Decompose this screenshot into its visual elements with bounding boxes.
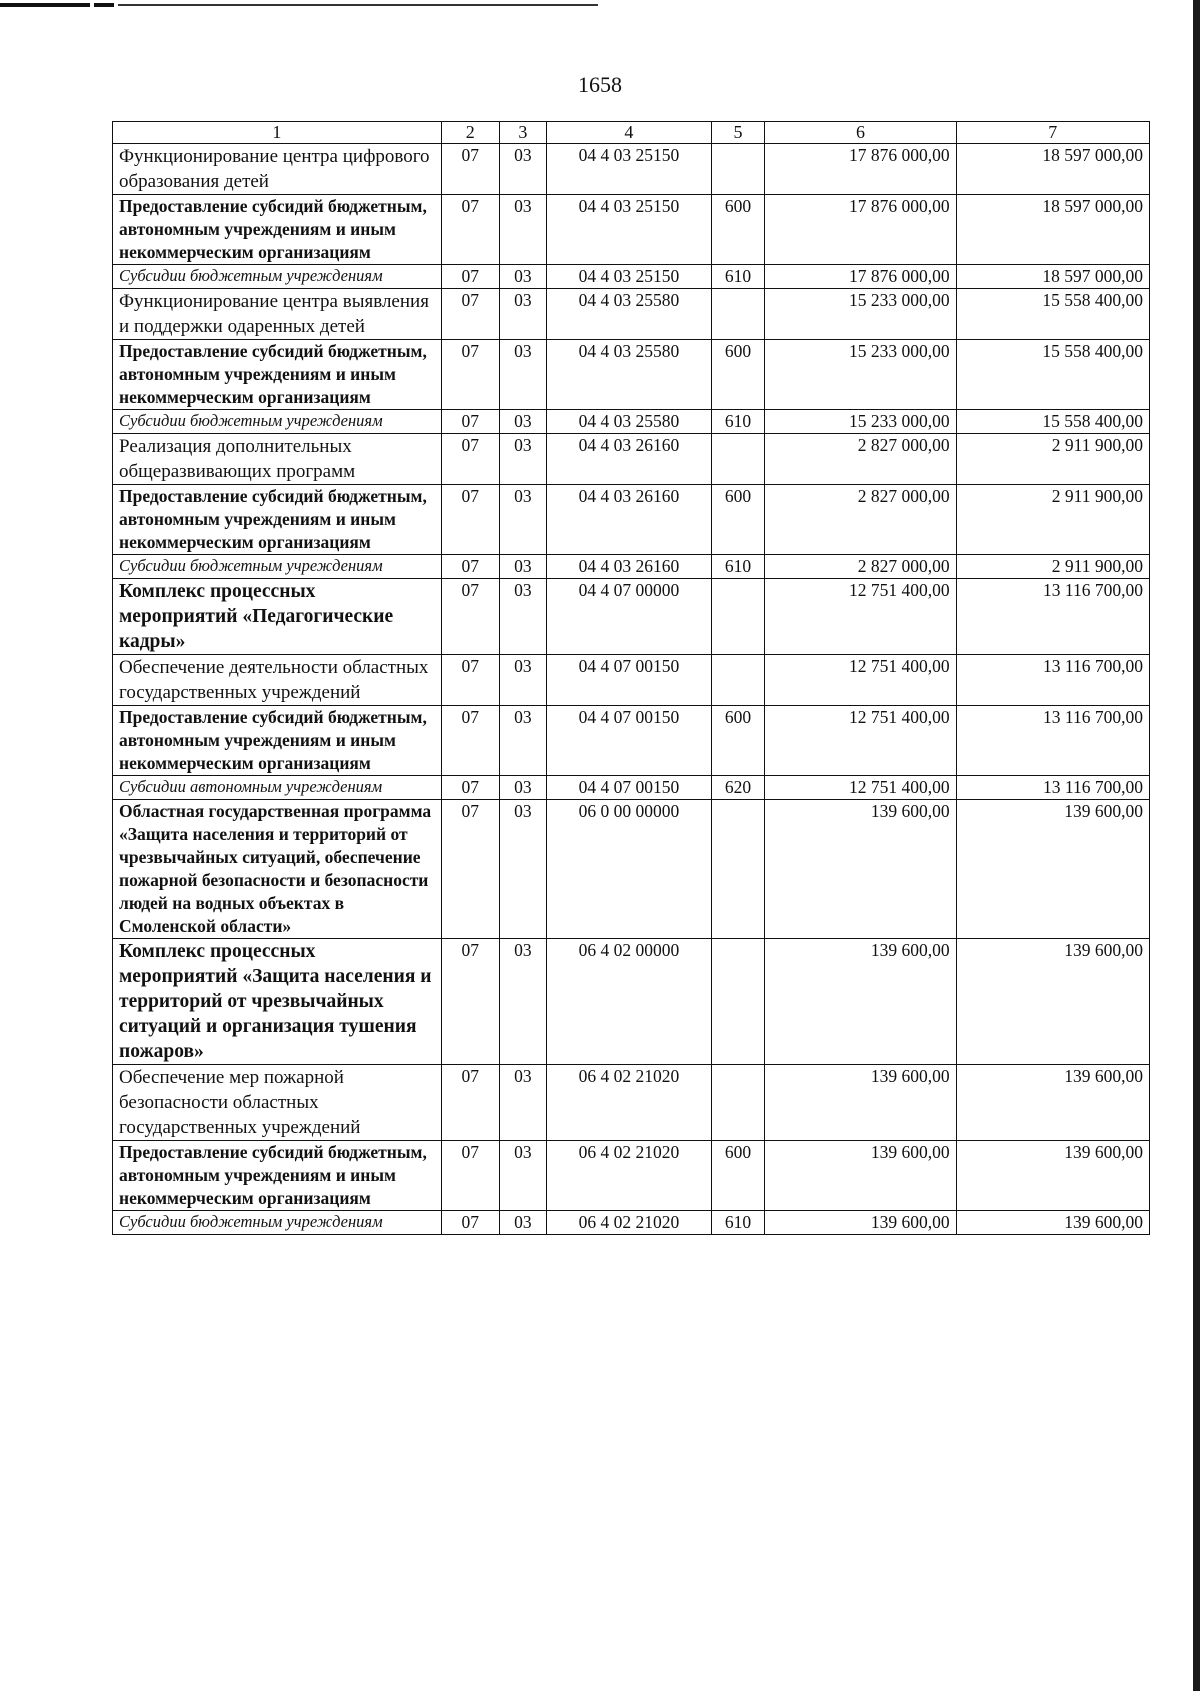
cell-target-article: 04 4 03 25580 — [547, 289, 711, 340]
cell-expense-type: 600 — [711, 195, 765, 265]
cell-expense-type: 600 — [711, 706, 765, 776]
cell-amount-year-2: 13 116 700,00 — [956, 776, 1149, 800]
cell-subsection-code: 03 — [499, 485, 547, 555]
cell-subsection-code: 03 — [499, 265, 547, 289]
cell-target-article: 04 4 07 00150 — [547, 655, 711, 706]
cell-section-code: 07 — [441, 776, 499, 800]
cell-section-code: 07 — [441, 706, 499, 776]
cell-item-name: Реализация дополнительных общеразвивающих программ — [113, 434, 442, 485]
cell-item-name: Предоставление субсидий бюджетным, автономным учреждениям и иным некоммерческим организациям — [113, 1141, 442, 1211]
cell-item-name: Комплекс процессных мероприятий «Педагогические кадры» — [113, 579, 442, 655]
table-row — [113, 776, 1150, 800]
cell-target-article: 06 4 02 21020 — [547, 1211, 711, 1235]
cell-expense-type — [711, 655, 765, 706]
cell-expense-type: 600 — [711, 340, 765, 410]
cell-expense-type: 620 — [711, 776, 765, 800]
cell-section-code: 07 — [441, 555, 499, 579]
cell-section-code: 07 — [441, 579, 499, 655]
cell-item-name: Функционирование центра цифрового образования детей — [113, 144, 442, 195]
cell-amount-year-1: 17 876 000,00 — [765, 144, 956, 195]
cell-amount-year-2: 2 911 900,00 — [956, 434, 1149, 485]
table-row — [113, 1211, 1150, 1235]
cell-amount-year-2: 2 911 900,00 — [956, 485, 1149, 555]
cell-target-article: 04 4 03 26160 — [547, 485, 711, 555]
cell-amount-year-1: 139 600,00 — [765, 800, 956, 939]
cell-item-name: Обеспечение деятельности областных государственных учреждений — [113, 655, 442, 706]
cell-amount-year-1: 15 233 000,00 — [765, 340, 956, 410]
cell-amount-year-2: 139 600,00 — [956, 1141, 1149, 1211]
cell-amount-year-1: 139 600,00 — [765, 1211, 956, 1235]
cell-amount-year-1: 139 600,00 — [765, 1141, 956, 1211]
cell-expense-type — [711, 434, 765, 485]
cell-amount-year-2: 18 597 000,00 — [956, 265, 1149, 289]
cell-amount-year-1: 2 827 000,00 — [765, 485, 956, 555]
cell-subsection-code: 03 — [499, 144, 547, 195]
cell-target-article: 06 0 00 00000 — [547, 800, 711, 939]
table-row — [113, 340, 1150, 410]
cell-amount-year-1: 12 751 400,00 — [765, 655, 956, 706]
cell-section-code: 07 — [441, 939, 499, 1065]
table-row — [113, 555, 1150, 579]
page-number: 1658 — [578, 72, 622, 97]
table-row — [113, 800, 1150, 939]
cell-target-article: 04 4 03 25580 — [547, 410, 711, 434]
cell-section-code: 07 — [441, 1211, 499, 1235]
cell-amount-year-2: 139 600,00 — [956, 800, 1149, 939]
cell-section-code: 07 — [441, 265, 499, 289]
cell-item-name: Предоставление субсидий бюджетным, автономным учреждениям и иным некоммерческим организациям — [113, 706, 442, 776]
table-row — [113, 410, 1150, 434]
table-row — [113, 265, 1150, 289]
cell-amount-year-2: 2 911 900,00 — [956, 555, 1149, 579]
table-row — [113, 655, 1150, 706]
cell-amount-year-2: 15 558 400,00 — [956, 410, 1149, 434]
column-header-2: 2 — [441, 122, 499, 144]
cell-target-article: 04 4 07 00150 — [547, 706, 711, 776]
cell-expense-type — [711, 144, 765, 195]
cell-expense-type — [711, 1065, 765, 1141]
cell-subsection-code: 03 — [499, 1141, 547, 1211]
cell-expense-type: 610 — [711, 410, 765, 434]
cell-item-name: Субсидии бюджетным учреждениям — [113, 265, 442, 289]
scan-artifact-right-edge — [1193, 0, 1200, 1691]
cell-amount-year-1: 139 600,00 — [765, 939, 956, 1065]
cell-expense-type — [711, 939, 765, 1065]
cell-amount-year-1: 12 751 400,00 — [765, 706, 956, 776]
cell-expense-type: 610 — [711, 1211, 765, 1235]
cell-section-code: 07 — [441, 800, 499, 939]
cell-subsection-code: 03 — [499, 434, 547, 485]
column-header-6: 6 — [765, 122, 956, 144]
cell-section-code: 07 — [441, 655, 499, 706]
cell-item-name: Обеспечение мер пожарной безопасности областных государственных учреждений — [113, 1065, 442, 1141]
cell-item-name: Субсидии автономным учреждениям — [113, 776, 442, 800]
table-row — [113, 195, 1150, 265]
cell-item-name: Предоставление субсидий бюджетным, автономным учреждениям и иным некоммерческим организациям — [113, 485, 442, 555]
column-header-4: 4 — [547, 122, 711, 144]
cell-section-code: 07 — [441, 144, 499, 195]
cell-amount-year-2: 13 116 700,00 — [956, 706, 1149, 776]
table-header-row — [113, 122, 1150, 144]
table-row — [113, 939, 1150, 1065]
table-row — [113, 434, 1150, 485]
cell-amount-year-1: 2 827 000,00 — [765, 434, 956, 485]
cell-target-article: 06 4 02 21020 — [547, 1065, 711, 1141]
cell-amount-year-2: 15 558 400,00 — [956, 289, 1149, 340]
cell-expense-type — [711, 579, 765, 655]
table-row — [113, 579, 1150, 655]
cell-expense-type: 600 — [711, 1141, 765, 1211]
cell-section-code: 07 — [441, 410, 499, 434]
cell-subsection-code: 03 — [499, 410, 547, 434]
cell-target-article: 04 4 03 25150 — [547, 195, 711, 265]
cell-item-name: Предоставление субсидий бюджетным, автономным учреждениям и иным некоммерческим организациям — [113, 195, 442, 265]
cell-amount-year-2: 18 597 000,00 — [956, 195, 1149, 265]
cell-item-name: Областная государственная программа «Защита населения и территорий от чрезвычайных ситуаций, обеспечение пожарной безопасности и безопасности людей на водных объектах в Смоленской области» — [113, 800, 442, 939]
cell-section-code: 07 — [441, 485, 499, 555]
cell-subsection-code: 03 — [499, 1211, 547, 1235]
cell-expense-type: 610 — [711, 265, 765, 289]
cell-expense-type — [711, 800, 765, 939]
cell-subsection-code: 03 — [499, 1065, 547, 1141]
cell-item-name: Предоставление субсидий бюджетным, автономным учреждениям и иным некоммерческим организациям — [113, 340, 442, 410]
cell-amount-year-2: 15 558 400,00 — [956, 340, 1149, 410]
table-row — [113, 485, 1150, 555]
cell-amount-year-1: 17 876 000,00 — [765, 265, 956, 289]
cell-target-article: 04 4 07 00150 — [547, 776, 711, 800]
table-row — [113, 1141, 1150, 1211]
cell-subsection-code: 03 — [499, 655, 547, 706]
column-header-5: 5 — [711, 122, 765, 144]
cell-subsection-code: 03 — [499, 195, 547, 265]
cell-subsection-code: 03 — [499, 579, 547, 655]
table-row — [113, 289, 1150, 340]
cell-amount-year-1: 15 233 000,00 — [765, 289, 956, 340]
cell-section-code: 07 — [441, 434, 499, 485]
cell-target-article: 04 4 03 26160 — [547, 434, 711, 485]
cell-item-name: Субсидии бюджетным учреждениям — [113, 410, 442, 434]
cell-section-code: 07 — [441, 289, 499, 340]
cell-target-article: 06 4 02 00000 — [547, 939, 711, 1065]
cell-target-article: 06 4 02 21020 — [547, 1141, 711, 1211]
table-row — [113, 144, 1150, 195]
cell-target-article: 04 4 03 25150 — [547, 265, 711, 289]
column-header-1: 1 — [113, 122, 442, 144]
cell-target-article: 04 4 03 25580 — [547, 340, 711, 410]
cell-expense-type: 600 — [711, 485, 765, 555]
scan-artifact-top — [0, 0, 600, 10]
cell-section-code: 07 — [441, 340, 499, 410]
cell-section-code: 07 — [441, 1141, 499, 1211]
cell-subsection-code: 03 — [499, 939, 547, 1065]
cell-amount-year-2: 139 600,00 — [956, 1211, 1149, 1235]
table-row — [113, 706, 1150, 776]
cell-subsection-code: 03 — [499, 776, 547, 800]
cell-amount-year-1: 17 876 000,00 — [765, 195, 956, 265]
cell-expense-type — [711, 289, 765, 340]
cell-amount-year-1: 139 600,00 — [765, 1065, 956, 1141]
cell-subsection-code: 03 — [499, 289, 547, 340]
cell-item-name: Субсидии бюджетным учреждениям — [113, 1211, 442, 1235]
cell-section-code: 07 — [441, 195, 499, 265]
cell-subsection-code: 03 — [499, 706, 547, 776]
column-header-3: 3 — [499, 122, 547, 144]
cell-item-name: Комплекс процессных мероприятий «Защита населения и территорий от чрезвычайных ситуаций и организация тушения пожаров» — [113, 939, 442, 1065]
column-header-7: 7 — [956, 122, 1149, 144]
cell-amount-year-2: 13 116 700,00 — [956, 655, 1149, 706]
cell-amount-year-2: 139 600,00 — [956, 939, 1149, 1065]
cell-section-code: 07 — [441, 1065, 499, 1141]
cell-amount-year-1: 15 233 000,00 — [765, 410, 956, 434]
table-row — [113, 1065, 1150, 1141]
cell-amount-year-2: 18 597 000,00 — [956, 144, 1149, 195]
cell-amount-year-1: 12 751 400,00 — [765, 579, 956, 655]
cell-amount-year-2: 13 116 700,00 — [956, 579, 1149, 655]
cell-item-name: Субсидии бюджетным учреждениям — [113, 555, 442, 579]
cell-amount-year-2: 139 600,00 — [956, 1065, 1149, 1141]
cell-item-name: Функционирование центра выявления и поддержки одаренных детей — [113, 289, 442, 340]
cell-subsection-code: 03 — [499, 555, 547, 579]
cell-target-article: 04 4 03 25150 — [547, 144, 711, 195]
table-body — [113, 144, 1150, 1235]
budget-table — [112, 121, 1150, 1235]
cell-subsection-code: 03 — [499, 340, 547, 410]
cell-target-article: 04 4 07 00000 — [547, 579, 711, 655]
cell-subsection-code: 03 — [499, 800, 547, 939]
cell-amount-year-1: 12 751 400,00 — [765, 776, 956, 800]
cell-amount-year-1: 2 827 000,00 — [765, 555, 956, 579]
cell-expense-type: 610 — [711, 555, 765, 579]
cell-target-article: 04 4 03 26160 — [547, 555, 711, 579]
